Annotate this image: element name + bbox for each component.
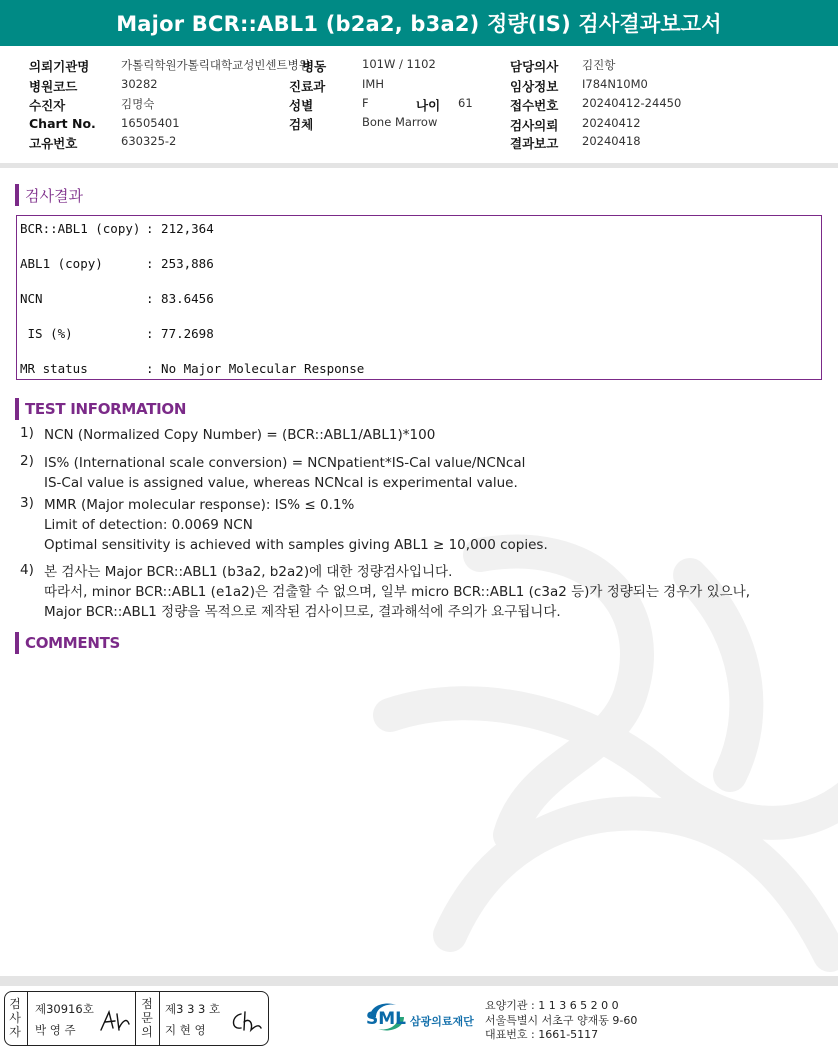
result-value: : 77.2698 <box>146 326 214 341</box>
institution-number: 요양기관 : 1 1 3 6 5 2 0 0 <box>485 999 619 1012</box>
specimen-label: 검체 <box>289 117 314 132</box>
result-row-ncn <box>20 291 214 306</box>
receipt-label: 접수번호 <box>510 98 559 113</box>
results-box <box>16 215 822 380</box>
reviewer-signature-icon <box>227 1008 263 1034</box>
report-title: Major BCR::ABL1 (b2a2, b3a2) 정량(IS) 검사결과보고서 <box>116 12 722 36</box>
dept-value: IMH <box>362 77 384 91</box>
receipt-value: 20240412-24450 <box>582 96 682 110</box>
sex-label: 성별 <box>289 98 314 113</box>
item-line: Limit of detection: 0.0069 NCN <box>44 517 253 533</box>
test-info-heading <box>15 398 186 420</box>
result-key: NCN <box>20 291 43 306</box>
result-row-abl1 <box>20 256 214 271</box>
reviewer-name: 지 현 영 <box>165 1023 206 1037</box>
request-date-label: 검사의뢰 <box>510 118 559 133</box>
hospital-code-value: 30282 <box>121 77 158 91</box>
unique-label: 고유번호 <box>29 136 78 151</box>
item-number: 3) <box>20 495 34 511</box>
ward-value: 101W / 1102 <box>362 57 436 71</box>
footer-divider <box>0 976 838 986</box>
patient-value: 김명숙 <box>121 97 155 111</box>
item-line: 본 검사는 Major BCR::ABL1 (b3a2, b2a2)에 대한 정량검사입니다. <box>44 564 453 580</box>
clinical-value: I784N10M0 <box>582 77 648 91</box>
ward-label: 병동 <box>302 59 327 74</box>
inspector-label-char: 검 <box>9 997 21 1011</box>
result-key: BCR::ABL1 (copy) <box>20 221 141 236</box>
inspector-id: 제30916호 <box>35 1002 94 1016</box>
sign-divider <box>27 992 28 1045</box>
dept-label: 진료과 <box>289 79 326 94</box>
result-key: ABL1 (copy) <box>20 256 103 271</box>
requester-value: 가톨릭학원가톨릭대학교성빈센트병원 <box>121 58 310 72</box>
result-value: : No Major Molecular Response <box>146 361 365 376</box>
age-label: 나이 <box>416 98 441 113</box>
reviewer-label-char: 의 <box>141 1025 153 1039</box>
sex-value: F <box>362 96 369 110</box>
result-key: IS (%) <box>20 326 73 341</box>
signature-box <box>4 991 269 1046</box>
doctor-value: 김진항 <box>582 58 616 72</box>
sml-logo <box>366 999 486 1039</box>
inspector-label-char: 자 <box>9 1025 21 1039</box>
organization-address: 서울특별시 서초구 양재동 9-60 <box>485 1013 638 1027</box>
inspector-label-char: 사 <box>9 1011 21 1025</box>
result-row-mr-status <box>20 361 364 376</box>
chart-label: Chart No. <box>29 116 96 131</box>
reviewer-label-char: 점 <box>141 997 153 1011</box>
doctor-label: 담당의사 <box>510 59 559 74</box>
result-value: : 83.6456 <box>146 291 214 306</box>
unique-value: 630325-2 <box>121 134 177 148</box>
reviewer-label-char: 문 <box>141 1011 153 1025</box>
results-heading-text: 검사결과 <box>25 186 83 205</box>
report-title-bar <box>0 0 838 46</box>
sml-logo-text: SML <box>366 1009 406 1029</box>
requester-label: 의뢰기관명 <box>29 59 90 74</box>
chart-value: 16505401 <box>121 116 180 130</box>
hospital-code-label: 병원코드 <box>29 79 78 94</box>
report-date-label: 결과보고 <box>510 136 559 151</box>
result-value: : 212,364 <box>146 221 214 236</box>
organization-phone: 대표번호 : 1661-5117 <box>485 1028 599 1041</box>
result-row-bcr-abl1 <box>20 221 214 236</box>
item-line: IS-Cal value is assigned value, whereas NCNcal is experimental value. <box>44 475 518 491</box>
item-number: 4) <box>20 562 34 578</box>
result-row-is <box>20 326 214 341</box>
inspector-signature-icon <box>97 1008 131 1034</box>
comments-heading <box>15 632 120 654</box>
result-value: : 253,886 <box>146 256 214 271</box>
clinical-label: 임상정보 <box>510 79 559 94</box>
results-heading <box>15 184 83 206</box>
patient-label: 수진자 <box>29 98 66 113</box>
item-line: NCN (Normalized Copy Number) = (BCR::ABL1/ABL1)*100 <box>44 427 436 443</box>
reviewer-id: 제3 3 3 호 <box>165 1002 221 1016</box>
comments-heading-text: COMMENTS <box>25 634 121 652</box>
item-line: Major BCR::ABL1 정량을 목적으로 제작된 검사이므로, 결과해석에 주의가 요구됩니다. <box>44 604 561 620</box>
item-line: Optimal sensitivity is achieved with samples giving ABL1 ≥ 10,000 copies. <box>44 537 548 553</box>
patient-info-block <box>0 55 838 155</box>
request-date-value: 20240412 <box>582 116 641 130</box>
report-date-value: 20240418 <box>582 134 641 148</box>
item-number: 2) <box>20 453 34 469</box>
item-line: 따라서, minor BCR::ABL1 (e1a2)은 검출할 수 없으며, 일부 micro BCR::ABL1 (c3a2 등)가 정량되는 경우가 있으나, <box>44 584 751 600</box>
inspector-name: 박 영 주 <box>35 1023 76 1037</box>
header-divider <box>0 163 838 168</box>
result-key: MR status <box>20 361 88 376</box>
item-line: MMR (Major molecular response): IS% ≤ 0.1% <box>44 497 355 513</box>
test-info-heading-text: TEST INFORMATION <box>25 400 187 418</box>
organization-info <box>485 999 637 1043</box>
sign-divider <box>135 992 136 1045</box>
age-value: 61 <box>458 96 473 110</box>
specimen-value: Bone Marrow <box>362 115 438 129</box>
item-number: 1) <box>20 425 34 441</box>
item-line: IS% (International scale conversion) = NCNpatient*IS-Cal value/NCNcal <box>44 455 526 471</box>
foundation-name: 삼광의료재단 <box>410 1015 474 1028</box>
sign-divider <box>159 992 160 1045</box>
